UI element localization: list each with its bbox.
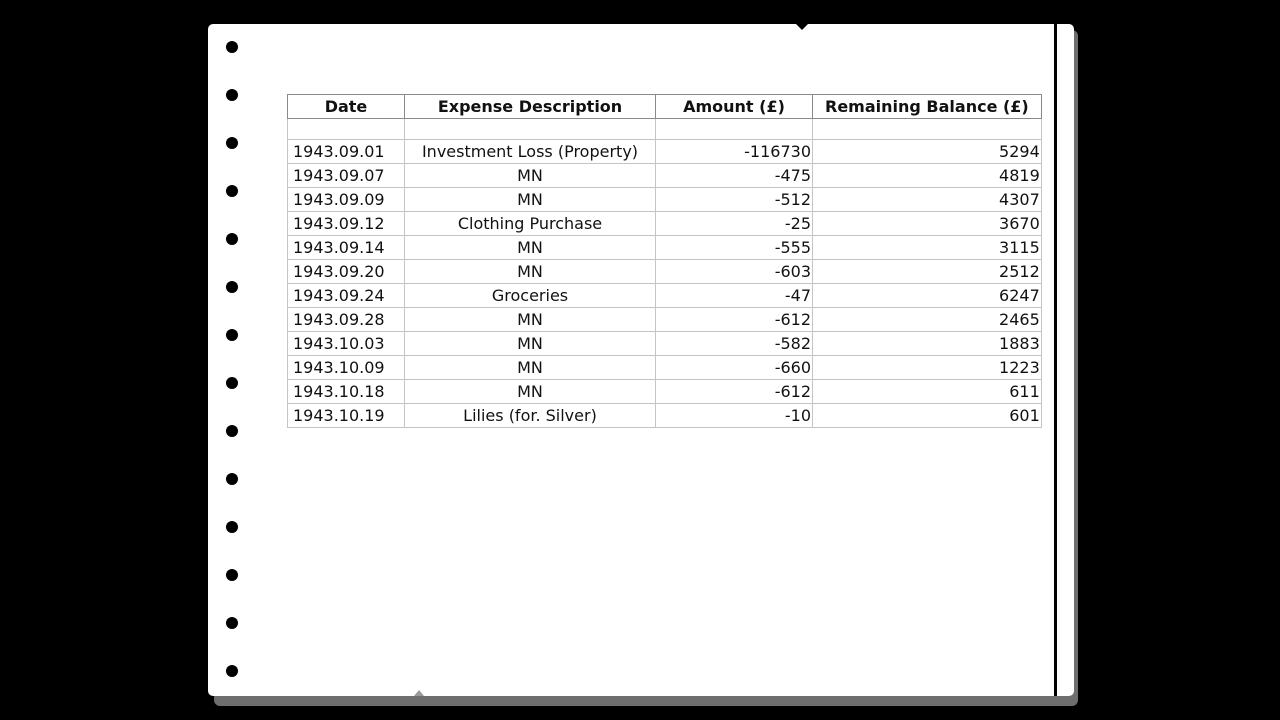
binder-hole (226, 185, 238, 197)
cell-amount: -555 (656, 236, 813, 260)
table-cell (405, 119, 656, 140)
cell-description: MN (405, 236, 656, 260)
page-notch (414, 690, 424, 696)
cell-date: 1943.09.14 (288, 236, 405, 260)
binder-hole (226, 617, 238, 629)
cell-description: Clothing Purchase (405, 212, 656, 236)
table-row (288, 140, 1042, 164)
cell-amount: -612 (656, 308, 813, 332)
table-row (288, 260, 1042, 284)
table-row (288, 212, 1042, 236)
expense-ledger-table (287, 94, 1042, 428)
cell-date: 1943.10.03 (288, 332, 405, 356)
cell-date: 1943.09.12 (288, 212, 405, 236)
cell-balance: 6247 (813, 284, 1042, 308)
binder-hole (226, 425, 238, 437)
cell-balance: 3670 (813, 212, 1042, 236)
binder-hole (226, 329, 238, 341)
cell-balance: 4819 (813, 164, 1042, 188)
cell-description: Investment Loss (Property) (405, 140, 656, 164)
cell-balance: 1883 (813, 332, 1042, 356)
cell-balance: 3115 (813, 236, 1042, 260)
cell-date: 1943.09.01 (288, 140, 405, 164)
cell-date: 1943.09.20 (288, 260, 405, 284)
cell-amount: -47 (656, 284, 813, 308)
table-cell (813, 119, 1042, 140)
cell-description: MN (405, 164, 656, 188)
cell-description: Lilies (for. Silver) (405, 404, 656, 428)
cell-balance: 5294 (813, 140, 1042, 164)
cell-balance: 2512 (813, 260, 1042, 284)
cell-date: 1943.09.09 (288, 188, 405, 212)
table-row (288, 236, 1042, 260)
cell-balance: 2465 (813, 308, 1042, 332)
cell-amount: -116730 (656, 140, 813, 164)
cell-date: 1943.09.07 (288, 164, 405, 188)
header-balance: Remaining Balance (£) (813, 95, 1042, 119)
table-row (288, 308, 1042, 332)
cell-balance: 611 (813, 380, 1042, 404)
cell-amount: -612 (656, 380, 813, 404)
cell-balance: 4307 (813, 188, 1042, 212)
cell-description: MN (405, 260, 656, 284)
page-notch (796, 24, 808, 30)
notebook-page (208, 24, 1074, 696)
binder-hole (226, 665, 238, 677)
table-header-row (288, 95, 1042, 119)
table-row (288, 356, 1042, 380)
binder-hole (226, 137, 238, 149)
cell-description: MN (405, 188, 656, 212)
cell-balance: 601 (813, 404, 1042, 428)
binder-hole (226, 377, 238, 389)
cell-amount: -10 (656, 404, 813, 428)
table-row (288, 164, 1042, 188)
header-amount: Amount (£) (656, 95, 813, 119)
cell-amount: -582 (656, 332, 813, 356)
cell-description: MN (405, 308, 656, 332)
table-row (288, 284, 1042, 308)
binder-hole (226, 89, 238, 101)
table-row (288, 332, 1042, 356)
cell-date: 1943.09.28 (288, 308, 405, 332)
cell-amount: -25 (656, 212, 813, 236)
header-date: Date (288, 95, 405, 119)
table-cell (656, 119, 813, 140)
cell-description: Groceries (405, 284, 656, 308)
cell-date: 1943.09.24 (288, 284, 405, 308)
cell-amount: -512 (656, 188, 813, 212)
binder-hole (226, 521, 238, 533)
binder-hole (226, 281, 238, 293)
cell-date: 1943.10.09 (288, 356, 405, 380)
table-row (288, 188, 1042, 212)
cell-description: MN (405, 356, 656, 380)
cell-amount: -475 (656, 164, 813, 188)
cell-description: MN (405, 380, 656, 404)
table-cell (288, 119, 405, 140)
cell-description: MN (405, 332, 656, 356)
binder-hole (226, 41, 238, 53)
binder-hole (226, 473, 238, 485)
cell-balance: 1223 (813, 356, 1042, 380)
margin-line (1054, 24, 1057, 696)
cell-date: 1943.10.18 (288, 380, 405, 404)
binder-hole (226, 233, 238, 245)
table-row (288, 380, 1042, 404)
cell-date: 1943.10.19 (288, 404, 405, 428)
cell-amount: -603 (656, 260, 813, 284)
table-row (288, 404, 1042, 428)
cell-amount: -660 (656, 356, 813, 380)
empty-row (288, 119, 1042, 140)
binder-hole (226, 569, 238, 581)
header-description: Expense Description (405, 95, 656, 119)
